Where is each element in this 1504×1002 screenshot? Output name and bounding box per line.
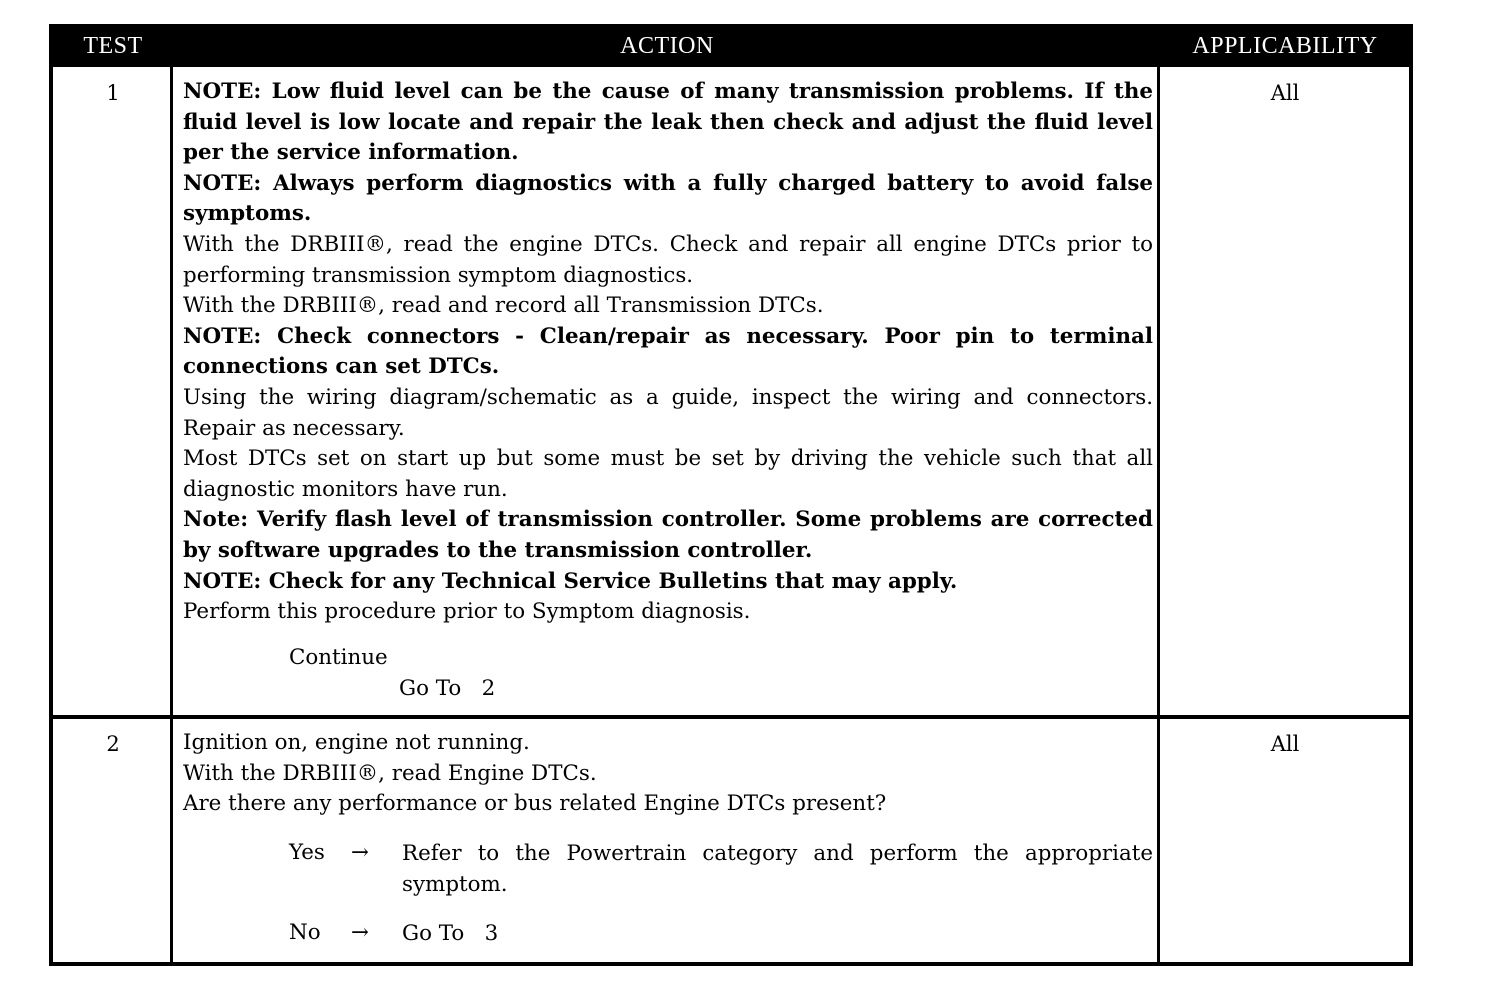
- test-number: 1: [106, 81, 120, 105]
- note-paragraph: NOTE: Always perform diagnostics with a fully charged battery to avoid false symptoms.: [183, 170, 1153, 227]
- row-divider: [53, 715, 1409, 719]
- diagnostic-table: [49, 24, 1413, 966]
- no-goto-link[interactable]: [402, 919, 1153, 950]
- header-test: TEST: [83, 33, 143, 59]
- instruction-paragraph: Most DTCs set on start up but some must be set by driving the vehicle such that all diagnostic monitors have run.: [183, 446, 1153, 502]
- arrow-icon: →: [351, 840, 369, 865]
- applicability-value: All: [1270, 732, 1300, 756]
- column-divider: [1157, 67, 1160, 966]
- note-paragraph: NOTE: Low fluid level can be the cause of many transmission problems. If the fluid level is low locate and repair the leak then check and adjust the fluid level per the service information.: [183, 79, 1153, 166]
- action-text-block: [183, 77, 1153, 628]
- no-label: No: [289, 920, 321, 945]
- yes-response[interactable]: Refer to the Powertrain category and perform the appropriate symptom.: [402, 841, 1153, 897]
- goto-label: Go To: [402, 921, 465, 946]
- note-paragraph: NOTE: Check for any Technical Service Bulletins that may apply.: [183, 568, 958, 594]
- instruction-paragraph: With the DRBIII®, read the engine DTCs. Check and repair all engine DTCs prior to performing transmission symptom diagnostics.: [183, 231, 1153, 288]
- header-applicability: APPLICABILITY: [1192, 33, 1378, 59]
- action-text-block: [183, 728, 1153, 820]
- applicability-value: All: [1270, 81, 1300, 105]
- instruction-paragraph: Ignition on, engine not running.: [183, 730, 530, 755]
- instruction-paragraph: With the DRBIII®, read Engine DTCs.: [183, 760, 597, 786]
- test-number: 2: [106, 732, 120, 756]
- question-paragraph: Are there any performance or bus related Engine DTCs present?: [183, 791, 887, 817]
- instruction-paragraph: Using the wiring diagram/schematic as a guide, inspect the wiring and connectors. Repair as necessary.: [183, 384, 1153, 441]
- instruction-paragraph: Perform this procedure prior to Symptom diagnosis.: [183, 599, 751, 625]
- table-header: [53, 28, 1409, 67]
- note-paragraph: Note: Verify flash level of transmission controller. Some problems are corrected by software upgrades to the transmission controller.: [183, 507, 1153, 563]
- arrow-icon: →: [351, 920, 369, 945]
- column-divider: [170, 67, 173, 966]
- instruction-paragraph: With the DRBIII®, read and record all Transmission DTCs.: [183, 293, 824, 319]
- goto-label: Go To: [399, 676, 462, 701]
- header-action: ACTION: [620, 33, 714, 59]
- goto-link[interactable]: [399, 676, 495, 701]
- goto-value: 2: [481, 676, 496, 701]
- continue-label: Continue: [289, 645, 388, 670]
- yes-label: Yes: [289, 840, 325, 865]
- note-paragraph: NOTE: Check connectors - Clean/repair as necessary. Poor pin to terminal connections can set DTCs.: [183, 323, 1153, 380]
- goto-value: 3: [484, 921, 499, 946]
